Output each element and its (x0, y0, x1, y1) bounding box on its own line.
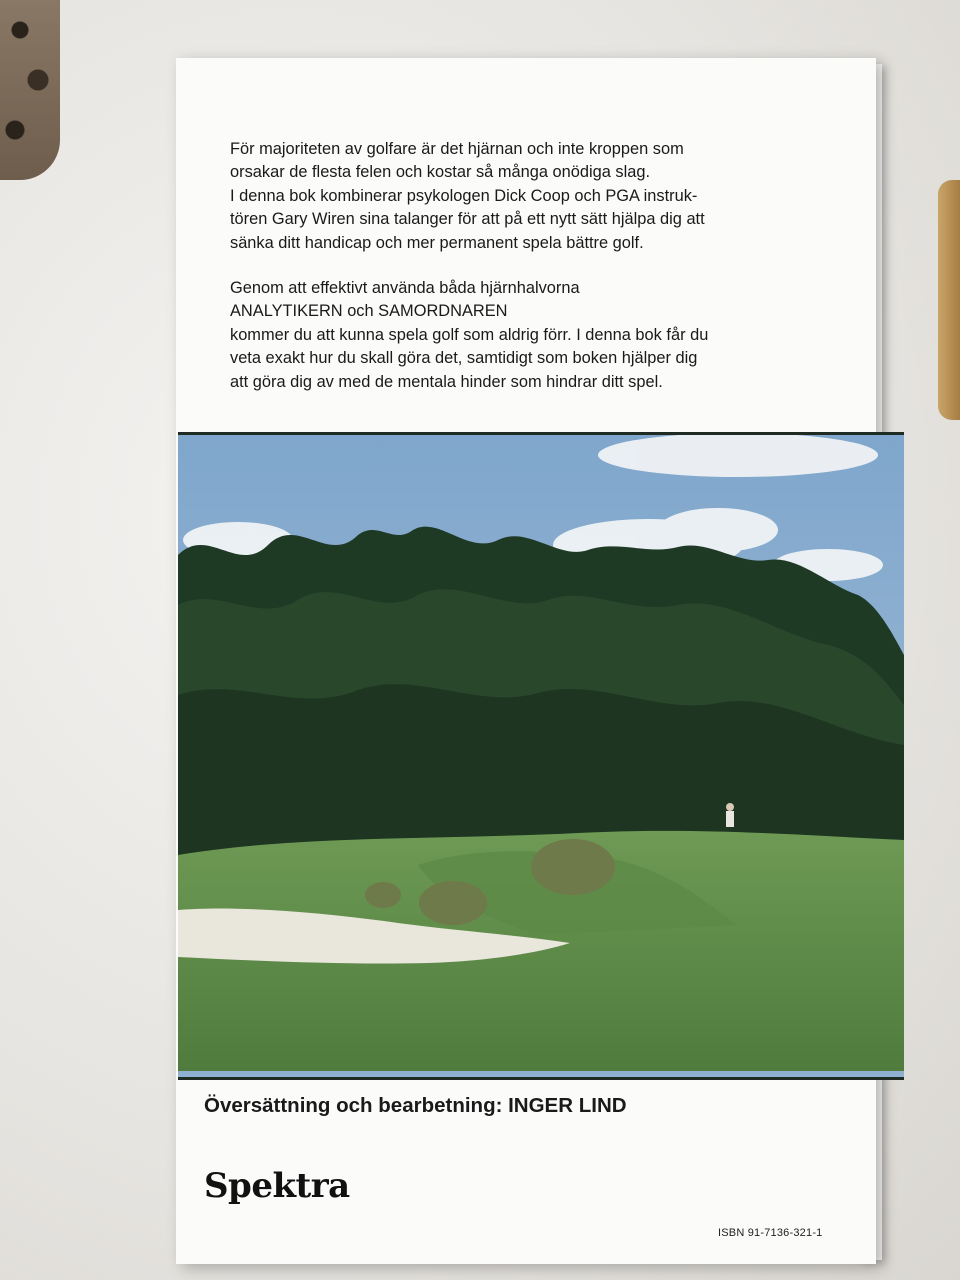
publisher-logo: Spektra (204, 1166, 350, 1206)
blurb-line: orsakar de flesta felen och kostar så många onödiga slag. (230, 163, 651, 182)
golfer-figure (726, 803, 734, 827)
translation-credit: Översättning och bearbetning: INGER LIND (204, 1094, 627, 1117)
isbn-number: ISBN 91-7136-321-1 (718, 1227, 823, 1239)
blurb-paragraph-2 (230, 277, 830, 394)
blurb-line: veta exakt hur du skall göra det, samtidigt som boken hjälper dig (230, 349, 698, 368)
fabric-corner (0, 0, 60, 180)
blurb-line: kommer du att kunna spela golf som aldrig förr. I denna bok får du (230, 325, 709, 344)
wooden-object (938, 180, 960, 420)
tree-line (178, 527, 904, 855)
blurb-line: ANALYTIKERN och SAMORDNAREN (230, 302, 508, 321)
blurb-line: För majoriteten av golfare är det hjärnan och inte kroppen som (230, 140, 684, 158)
golf-course-photo (178, 432, 904, 1080)
blurb-paragraph-1 (230, 138, 830, 255)
blurb-line: att göra dig av med de mentala hinder som hindrar ditt spel. (230, 372, 663, 391)
golf-course-illustration (178, 435, 904, 1071)
blurb-line: Genom att effektivt använda båda hjärnhalvorna (230, 279, 580, 298)
blurb-line: tören Gary Wiren sina talanger för att på ett nytt sätt hjälpa dig att (230, 210, 705, 229)
blurb-line: sänka ditt handicap och mer permanent spela bättre golf. (230, 233, 644, 252)
back-cover-blurb (230, 138, 830, 416)
blurb-line: I denna bok kombinerar psykologen Dick Coop och PGA instruk- (230, 186, 698, 205)
